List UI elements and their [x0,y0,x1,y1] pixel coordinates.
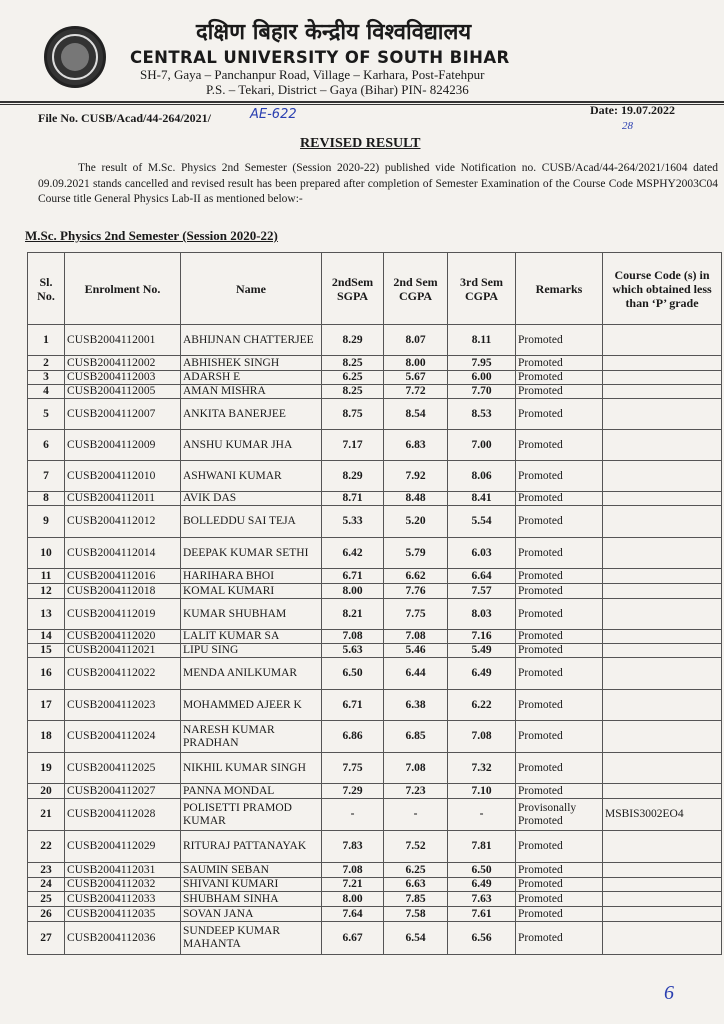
cell-enrolment: CUSB2004112023 [65,690,181,721]
cell-sgpa2: 8.25 [322,385,384,399]
cell-course-code [603,430,722,461]
cell-course-code [603,630,722,644]
cell-name: MENDA ANILKUMAR [181,658,322,690]
cell-cgpa3: 6.49 [448,658,516,690]
file-number: File No. CUSB/Acad/44-264/2021/ [38,111,211,125]
cell-cgpa3: 8.41 [448,492,516,506]
cell-name: NIKHIL KUMAR SINGH [181,753,322,784]
cell-name: ADARSH E [181,371,322,385]
cell-enrolment: CUSB2004112018 [65,584,181,599]
cell-sl: 25 [28,892,65,907]
cell-course-code [603,831,722,863]
table-row [28,630,722,644]
cell-cgpa2: 5.79 [384,538,448,569]
cell-cgpa3: 7.00 [448,430,516,461]
cell-name: SUNDEEP KUMAR MAHANTA [181,922,322,955]
cell-cgpa2: 7.85 [384,892,448,907]
cell-remarks: Promoted [516,599,603,630]
cell-cgpa3: - [448,799,516,831]
cell-remarks: Promoted [516,892,603,907]
cell-course-code [603,658,722,690]
cell-sgpa2: - [322,799,384,831]
cell-sgpa2: 8.00 [322,892,384,907]
cell-name: NARESH KUMAR PRADHAN [181,721,322,753]
cell-cgpa2: 8.54 [384,399,448,430]
table-row [28,658,722,690]
col-header-enrolment: Enrolment No. [65,253,181,325]
cell-course-code [603,385,722,399]
cell-enrolment: CUSB2004112022 [65,658,181,690]
cell-name: ABHIJNAN CHATTERJEE [181,325,322,356]
page-title: REVISED RESULT [300,136,421,151]
cell-enrolment: CUSB2004112019 [65,599,181,630]
cell-enrolment: CUSB2004112027 [65,784,181,799]
cell-enrolment: CUSB2004112025 [65,753,181,784]
cell-enrolment: CUSB2004112029 [65,831,181,863]
cell-remarks: Promoted [516,922,603,955]
cell-name: SHIVANI KUMARI [181,878,322,892]
cell-sl: 17 [28,690,65,721]
table-row [28,878,722,892]
notice-text: The result of M.Sc. Physics 2nd Semester (Session 2020-22) published vide Notification no. CUSB/Acad/44-264/2021/1604 dated 09.09.2021 stands cancelled and revised result has been prepared after completion of Semester Examination of the Course Code MSPHY2003C04 Course title General Physics Lab-II as mentioned below:- [38,162,718,205]
table-row [28,430,722,461]
cell-course-code [603,325,722,356]
cell-cgpa3: 8.06 [448,461,516,492]
table-row [28,325,722,356]
cell-sl: 1 [28,325,65,356]
cell-remarks: Promoted [516,658,603,690]
cell-sgpa2: 6.42 [322,538,384,569]
cell-cgpa3: 6.49 [448,878,516,892]
cell-course-code [603,506,722,538]
cell-name: AMAN MISHRA [181,385,322,399]
cell-enrolment: CUSB2004112036 [65,922,181,955]
cell-remarks: Provisonally Promoted [516,799,603,831]
cell-cgpa2: 6.25 [384,863,448,878]
cell-remarks: Promoted [516,371,603,385]
cell-sl: 20 [28,784,65,799]
cell-cgpa2: 6.85 [384,721,448,753]
table-row [28,399,722,430]
cell-course-code [603,599,722,630]
cell-name: BOLLEDDU SAI TEJA [181,506,322,538]
cell-cgpa2: 7.92 [384,461,448,492]
cell-remarks: Promoted [516,506,603,538]
cell-sgpa2: 5.33 [322,506,384,538]
cell-course-code [603,584,722,599]
cell-remarks: Promoted [516,430,603,461]
table-row [28,584,722,599]
table-row [28,569,722,584]
cell-remarks: Promoted [516,630,603,644]
cell-name: KUMAR SHUBHAM [181,599,322,630]
cell-sgpa2: 5.63 [322,644,384,658]
cell-sl: 18 [28,721,65,753]
cell-cgpa2: 6.63 [384,878,448,892]
table-row [28,385,722,399]
cell-enrolment: CUSB2004112005 [65,385,181,399]
cell-enrolment: CUSB2004112007 [65,399,181,430]
cell-sgpa2: 8.25 [322,356,384,371]
cell-cgpa2: 8.48 [384,492,448,506]
cell-enrolment: CUSB2004112020 [65,630,181,644]
table-row [28,753,722,784]
cell-name: SAUMIN SEBAN [181,863,322,878]
col-header-name: Name [181,253,322,325]
table-row [28,506,722,538]
cell-cgpa3: 7.32 [448,753,516,784]
cell-remarks: Promoted [516,584,603,599]
cell-course-code [603,753,722,784]
university-name-hindi: दक्षिण बिहार केन्द्रीय विश्वविद्यालय [196,20,472,45]
cell-course-code [603,569,722,584]
signature: 6 [664,982,674,1004]
cell-sgpa2: 8.29 [322,325,384,356]
cell-sl: 7 [28,461,65,492]
document-date: Date: 19.07.2022 [590,103,675,117]
cell-sl: 3 [28,371,65,385]
cell-cgpa3: 7.16 [448,630,516,644]
cell-cgpa3: 5.54 [448,506,516,538]
cell-name: SHUBHAM SINHA [181,892,322,907]
cell-cgpa2: 7.75 [384,599,448,630]
cell-name: ANSHU KUMAR JHA [181,430,322,461]
cell-cgpa2: 5.20 [384,506,448,538]
cell-sgpa2: 8.00 [322,584,384,599]
table-body [28,325,722,955]
cell-course-code [603,538,722,569]
table-row [28,356,722,371]
cell-enrolment: CUSB2004112010 [65,461,181,492]
cell-name: POLISETTI PRAMOD KUMAR [181,799,322,831]
cell-course-code [603,721,722,753]
cell-sl: 5 [28,399,65,430]
table-row [28,371,722,385]
cell-remarks: Promoted [516,492,603,506]
cell-cgpa3: 8.03 [448,599,516,630]
cell-sl: 22 [28,831,65,863]
cell-remarks: Promoted [516,690,603,721]
cell-enrolment: CUSB2004112031 [65,863,181,878]
table-row [28,831,722,863]
cell-course-code: MSBIS3002EO4 [603,799,722,831]
cell-enrolment: CUSB2004112024 [65,721,181,753]
logo-emblem [61,43,89,71]
cell-cgpa2: 7.52 [384,831,448,863]
cell-remarks: Promoted [516,721,603,753]
cell-sgpa2: 7.21 [322,878,384,892]
section-title: M.Sc. Physics 2nd Semester (Session 2020-22) [25,228,278,243]
cell-cgpa3: 6.64 [448,569,516,584]
cell-sl: 12 [28,584,65,599]
col-header-cgpa3: 3rd Sem CGPA [448,253,516,325]
cell-sl: 4 [28,385,65,399]
cell-remarks: Promoted [516,907,603,922]
cell-enrolment: CUSB2004112033 [65,892,181,907]
cell-sl: 26 [28,907,65,922]
cell-cgpa2: 6.83 [384,430,448,461]
cell-cgpa2: 7.58 [384,907,448,922]
file-number-handwritten: AE-622 [250,107,297,122]
cell-name: ANKITA BANERJEE [181,399,322,430]
cell-cgpa2: 7.72 [384,385,448,399]
cell-cgpa3: 6.00 [448,371,516,385]
cell-sgpa2: 6.71 [322,569,384,584]
cell-sl: 6 [28,430,65,461]
table-row [28,799,722,831]
notice-paragraph [38,161,718,208]
cell-sl: 11 [28,569,65,584]
table-row [28,863,722,878]
cell-cgpa3: 7.63 [448,892,516,907]
cell-enrolment: CUSB2004112009 [65,430,181,461]
table-row [28,721,722,753]
cell-sgpa2: 6.50 [322,658,384,690]
address-line-2: P.S. – Tekari, District – Gaya (Bihar) PIN- 824236 [206,82,469,97]
cell-sgpa2: 8.21 [322,599,384,630]
table-row [28,644,722,658]
cell-sgpa2: 7.08 [322,863,384,878]
table-header-row [28,253,722,325]
cell-name: ABHISHEK SINGH [181,356,322,371]
cell-name: KOMAL KUMARI [181,584,322,599]
university-name: CENTRAL UNIVERSITY OF SOUTH BIHAR [130,48,510,67]
cell-cgpa3: 5.49 [448,644,516,658]
cell-sgpa2: 6.25 [322,371,384,385]
table-row [28,922,722,955]
cell-cgpa3: 8.11 [448,325,516,356]
cell-remarks: Promoted [516,325,603,356]
cell-remarks: Promoted [516,356,603,371]
cell-sgpa2: 6.86 [322,721,384,753]
cell-course-code [603,356,722,371]
cell-cgpa3: 7.95 [448,356,516,371]
cell-name: PANNA MONDAL [181,784,322,799]
cell-remarks: Promoted [516,644,603,658]
cell-course-code [603,644,722,658]
cell-cgpa2: 5.46 [384,644,448,658]
cell-remarks: Promoted [516,753,603,784]
cell-course-code [603,461,722,492]
cell-enrolment: CUSB2004112035 [65,907,181,922]
cell-sgpa2: 6.67 [322,922,384,955]
cell-cgpa2: 6.38 [384,690,448,721]
table-row [28,492,722,506]
cell-name: ASHWANI KUMAR [181,461,322,492]
cell-enrolment: CUSB2004112001 [65,325,181,356]
col-header-remarks: Remarks [516,253,603,325]
cell-enrolment: CUSB2004112002 [65,356,181,371]
cell-cgpa2: 7.76 [384,584,448,599]
cell-name: MOHAMMED AJEER K [181,690,322,721]
cell-course-code [603,922,722,955]
cell-sl: 24 [28,878,65,892]
cell-sgpa2: 7.08 [322,630,384,644]
address-line-1: SH-7, Gaya – Panchanpur Road, Village – Karhara, Post-Fatehpur [140,67,485,82]
table-row [28,907,722,922]
cell-course-code [603,878,722,892]
cell-cgpa3: 7.61 [448,907,516,922]
table-row [28,599,722,630]
cell-enrolment: CUSB2004112016 [65,569,181,584]
cell-cgpa3: 6.22 [448,690,516,721]
cell-sl: 23 [28,863,65,878]
table-row [28,784,722,799]
cell-sl: 2 [28,356,65,371]
cell-remarks: Promoted [516,831,603,863]
cell-sl: 10 [28,538,65,569]
cell-sl: 27 [28,922,65,955]
cell-cgpa2: 6.62 [384,569,448,584]
cell-course-code [603,399,722,430]
cell-cgpa3: 7.70 [448,385,516,399]
cell-sgpa2: 7.75 [322,753,384,784]
cell-sl: 19 [28,753,65,784]
table-row [28,461,722,492]
cell-enrolment: CUSB2004112014 [65,538,181,569]
cell-cgpa2: 6.44 [384,658,448,690]
cell-name: LALIT KUMAR SA [181,630,322,644]
cell-cgpa3: 7.08 [448,721,516,753]
cell-cgpa3: 7.57 [448,584,516,599]
cell-remarks: Promoted [516,399,603,430]
cell-enrolment: CUSB2004112032 [65,878,181,892]
cell-course-code [603,690,722,721]
cell-cgpa3: 7.81 [448,831,516,863]
cell-cgpa2: 6.54 [384,922,448,955]
cell-course-code [603,784,722,799]
cell-remarks: Promoted [516,878,603,892]
table-row [28,538,722,569]
cell-sgpa2: 7.29 [322,784,384,799]
cell-sl: 16 [28,658,65,690]
cell-remarks: Promoted [516,569,603,584]
cell-name: HARIHARA BHOI [181,569,322,584]
cell-course-code [603,907,722,922]
cell-cgpa2: 7.08 [384,753,448,784]
cell-cgpa3: 6.03 [448,538,516,569]
university-logo [44,26,106,88]
cell-remarks: Promoted [516,863,603,878]
cell-remarks: Promoted [516,538,603,569]
cell-enrolment: CUSB2004112021 [65,644,181,658]
cell-cgpa3: 8.53 [448,399,516,430]
cell-name: AVIK DAS [181,492,322,506]
cell-sgpa2: 6.71 [322,690,384,721]
cell-name: SOVAN JANA [181,907,322,922]
cell-sgpa2: 8.29 [322,461,384,492]
table-row [28,892,722,907]
cell-cgpa2: 5.67 [384,371,448,385]
cell-sl: 14 [28,630,65,644]
cell-sl: 21 [28,799,65,831]
cell-sgpa2: 8.71 [322,492,384,506]
cell-name: RITURAJ PATTANAYAK [181,831,322,863]
cell-cgpa3: 7.10 [448,784,516,799]
col-header-cgpa2: 2nd Sem CGPA [384,253,448,325]
cell-sgpa2: 7.83 [322,831,384,863]
cell-remarks: Promoted [516,461,603,492]
col-header-sgpa2: 2ndSem SGPA [322,253,384,325]
cell-enrolment: CUSB2004112012 [65,506,181,538]
cell-sgpa2: 7.64 [322,907,384,922]
cell-cgpa2: 7.08 [384,630,448,644]
cell-sl: 13 [28,599,65,630]
cell-sl: 15 [28,644,65,658]
cell-cgpa2: - [384,799,448,831]
cell-cgpa3: 6.56 [448,922,516,955]
cell-sl: 9 [28,506,65,538]
col-header-course-code: Course Code (s) in which obtained less than ‘P’ grade [603,253,722,325]
table-row [28,690,722,721]
cell-enrolment: CUSB2004112003 [65,371,181,385]
cell-course-code [603,892,722,907]
cell-course-code [603,863,722,878]
col-header-sl: Sl. No. [28,253,65,325]
cell-name: LIPU SING [181,644,322,658]
cell-course-code [603,492,722,506]
cell-enrolment: CUSB2004112011 [65,492,181,506]
cell-cgpa2: 7.23 [384,784,448,799]
cell-cgpa2: 8.00 [384,356,448,371]
result-table [27,252,722,955]
cell-cgpa3: 6.50 [448,863,516,878]
cell-remarks: Promoted [516,385,603,399]
date-handwritten-note: 28 [622,120,633,132]
cell-enrolment: CUSB2004112028 [65,799,181,831]
cell-course-code [603,371,722,385]
cell-name: DEEPAK KUMAR SETHI [181,538,322,569]
cell-sl: 8 [28,492,65,506]
cell-remarks: Promoted [516,784,603,799]
cell-cgpa2: 8.07 [384,325,448,356]
cell-sgpa2: 8.75 [322,399,384,430]
cell-sgpa2: 7.17 [322,430,384,461]
